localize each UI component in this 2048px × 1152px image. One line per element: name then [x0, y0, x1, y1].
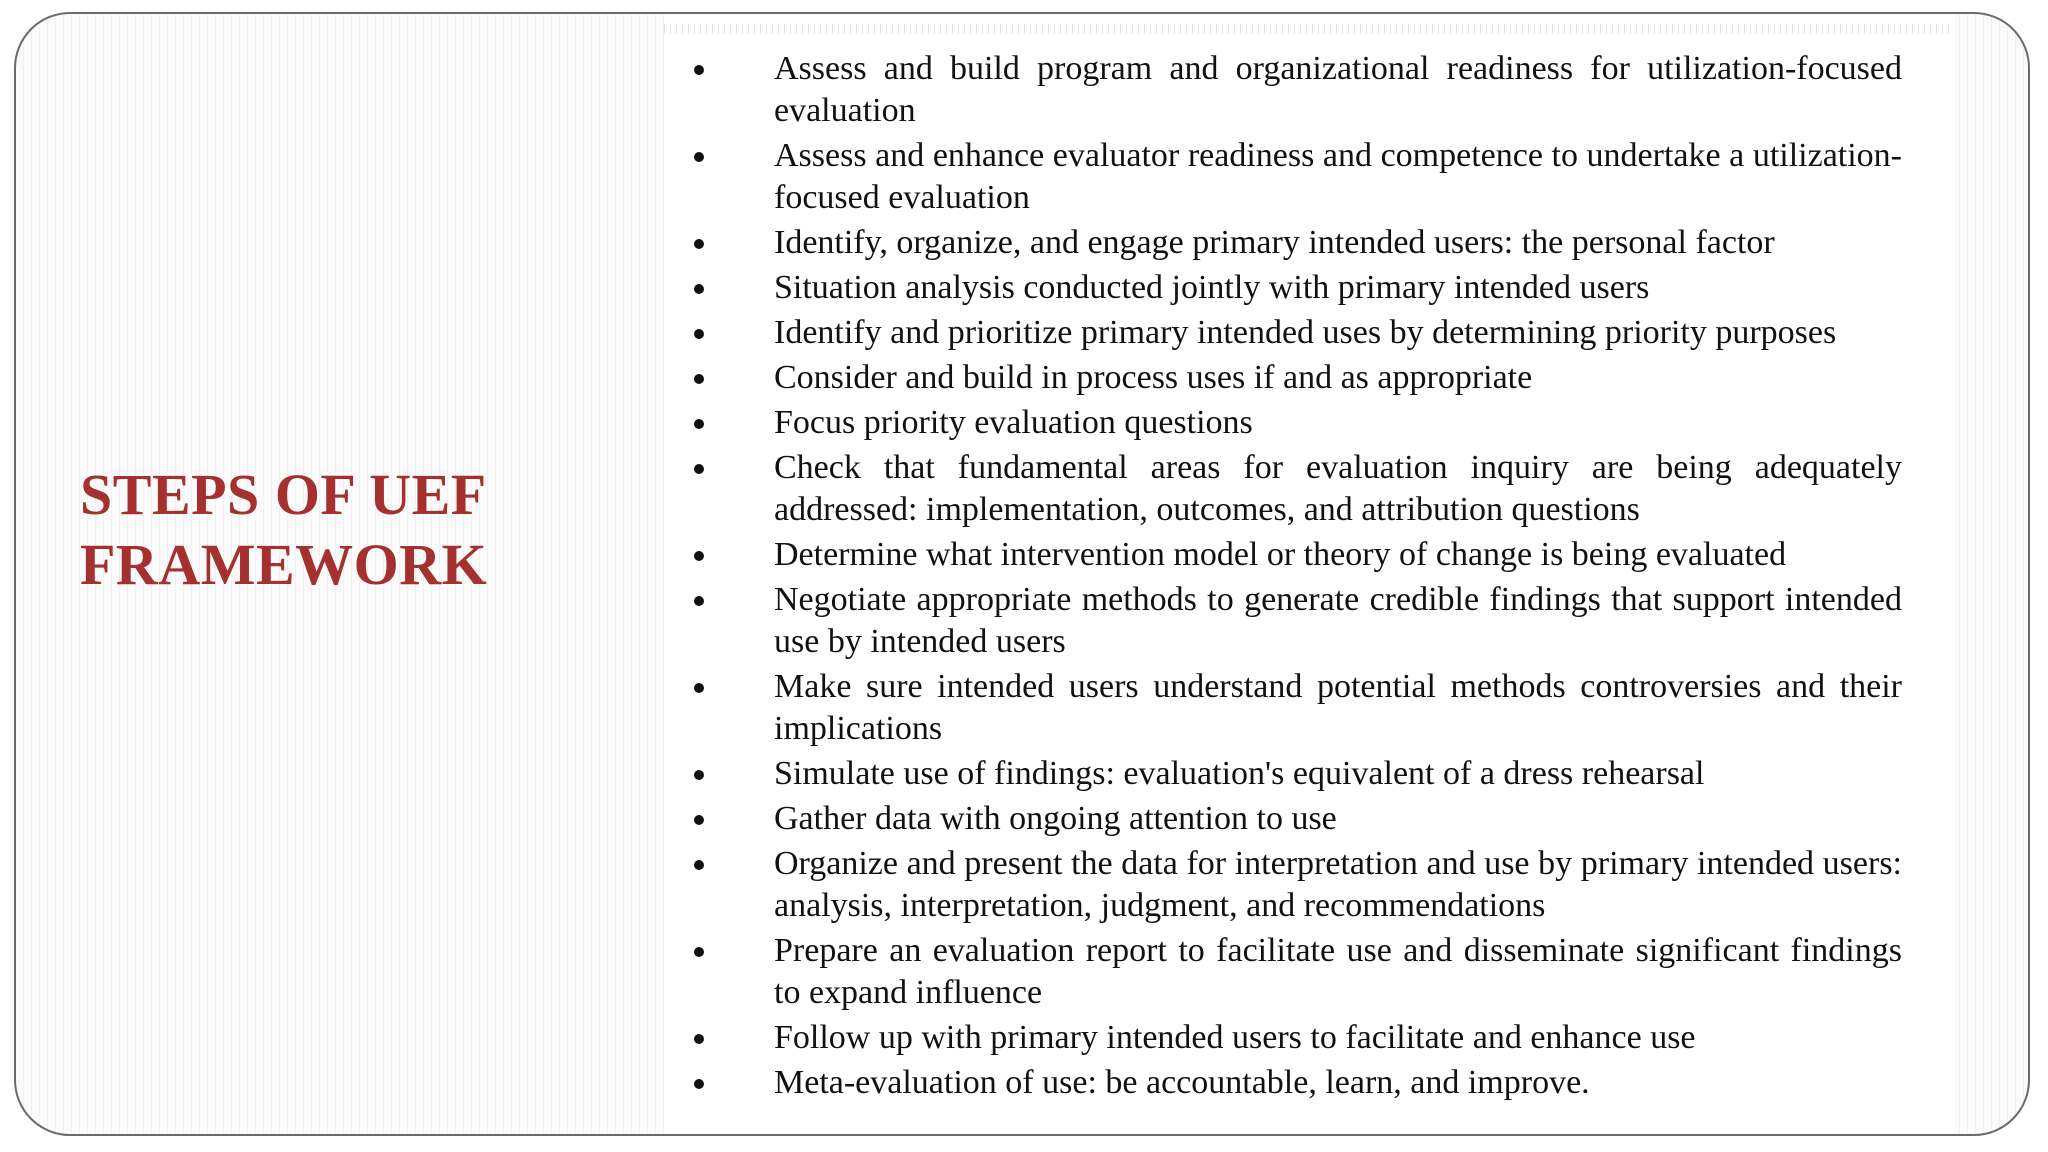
list-item — [664, 798, 1924, 840]
bullet-icon — [694, 239, 704, 249]
step-text: Determine what intervention model or theory of change is being evaluated — [774, 536, 1787, 573]
list-item — [664, 534, 1924, 576]
steps-panel — [664, 14, 1954, 1136]
bullet-icon — [694, 860, 704, 870]
list-item — [664, 1062, 1924, 1104]
step-text: Consider and build in process uses if and as appropriate — [774, 359, 1533, 396]
list-item — [664, 666, 1924, 750]
list-item — [664, 1017, 1924, 1059]
bullet-icon — [694, 770, 704, 780]
step-text: Focus priority evaluation questions — [774, 404, 1253, 441]
list-item — [664, 447, 1924, 531]
list-item — [664, 402, 1924, 444]
title-line-1: STEPS OF UEF — [80, 462, 487, 527]
title-line-2: FRAMEWORK — [80, 532, 488, 597]
bullet-icon — [694, 1079, 704, 1089]
step-text: Situation analysis conducted jointly with primary intended users — [774, 269, 1650, 306]
step-text: Negotiate appropriate methods to generate credible findings that support intended use by intended users — [774, 581, 1902, 660]
list-item — [664, 843, 1924, 927]
step-text: Make sure intended users understand potential methods controversies and their implications — [774, 668, 1902, 747]
panel-top-border — [664, 24, 1954, 34]
list-item — [664, 357, 1924, 399]
step-text: Check that fundamental areas for evaluation inquiry are being adequately addressed: implementation, outcomes, and attribution questions — [774, 449, 1902, 528]
step-text: Identify, organize, and engage primary intended users: the personal factor — [774, 224, 1775, 261]
list-item — [664, 579, 1924, 663]
list-item — [664, 135, 1924, 219]
bullet-icon — [694, 683, 704, 693]
list-item — [664, 267, 1924, 309]
step-text: Assess and enhance evaluator readiness and competence to undertake a utilization-focused evaluation — [774, 137, 1902, 216]
bullet-icon — [694, 1034, 704, 1044]
bullet-icon — [694, 284, 704, 294]
step-text: Gather data with ongoing attention to use — [774, 800, 1337, 837]
list-item — [664, 930, 1924, 1014]
list-item — [664, 222, 1924, 264]
bullet-icon — [694, 551, 704, 561]
bullet-icon — [694, 815, 704, 825]
step-text: Assess and build program and organizational readiness for utilization-focused evaluation — [774, 50, 1902, 129]
step-text: Organize and present the data for interpretation and use by primary intended users: analysis, interpretation, judgment, and recommendations — [774, 845, 1902, 924]
bullet-icon — [694, 152, 704, 162]
bullet-icon — [694, 419, 704, 429]
bullet-icon — [694, 329, 704, 339]
steps-list — [664, 48, 1924, 1107]
list-item — [664, 48, 1924, 132]
list-item — [664, 312, 1924, 354]
bullet-icon — [694, 947, 704, 957]
step-text: Simulate use of findings: evaluation's equivalent of a dress rehearsal — [774, 755, 1705, 792]
bullet-icon — [694, 596, 704, 606]
bullet-icon — [694, 374, 704, 384]
step-text: Prepare an evaluation report to facilitate use and disseminate significant findings to expand influence — [774, 932, 1902, 1011]
slide-title — [80, 460, 600, 600]
slide-frame — [14, 12, 2030, 1136]
list-item — [664, 753, 1924, 795]
step-text: Identify and prioritize primary intended uses by determining priority purposes — [774, 314, 1837, 351]
bullet-icon — [694, 464, 704, 474]
bullet-icon — [694, 65, 704, 75]
step-text: Meta-evaluation of use: be accountable, learn, and improve. — [774, 1064, 1590, 1101]
step-text: Follow up with primary intended users to facilitate and enhance use — [774, 1019, 1696, 1056]
